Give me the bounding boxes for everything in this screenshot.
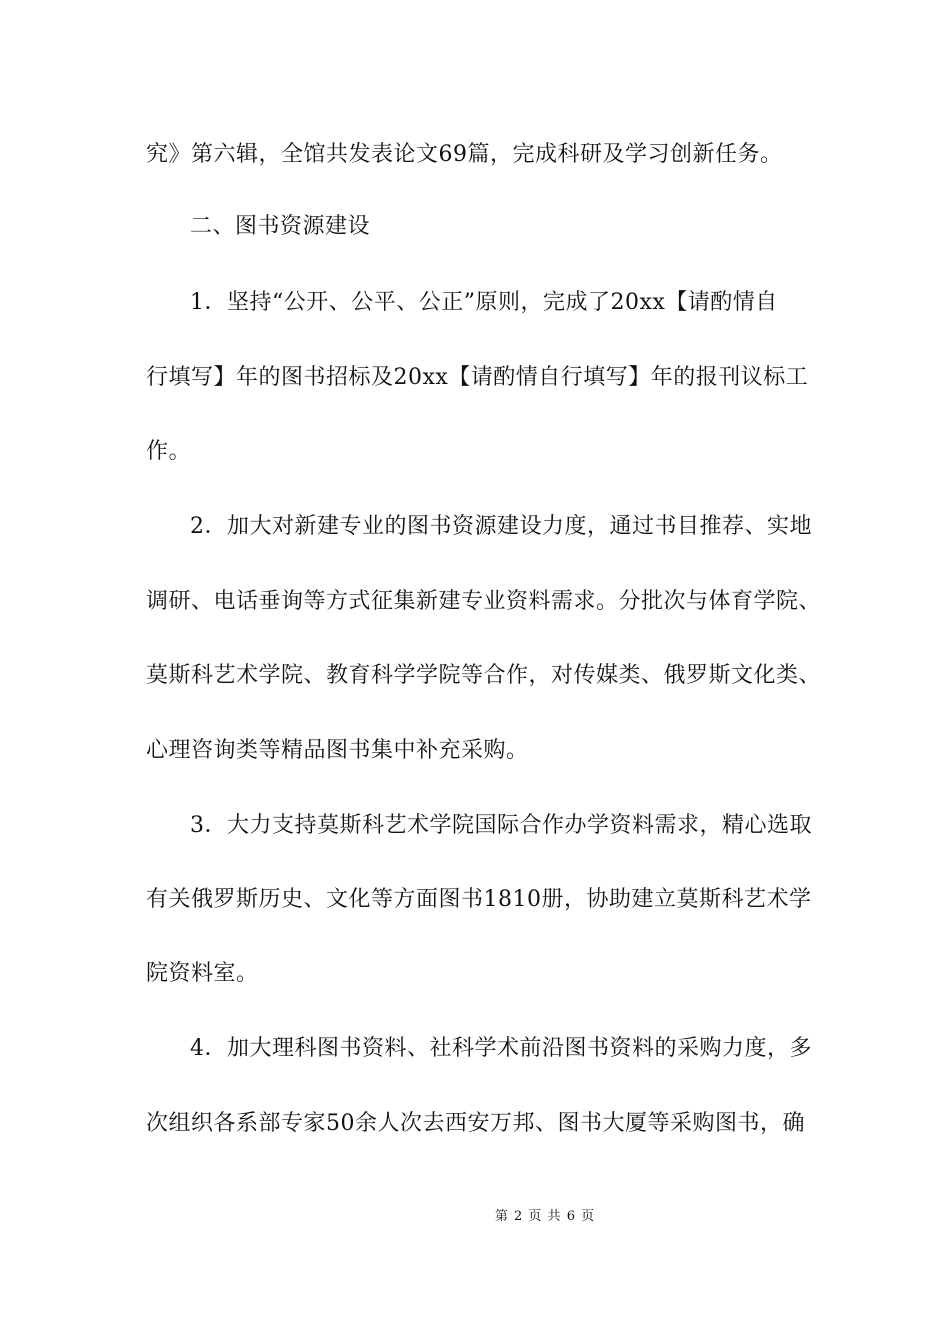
- text-line: 作。: [146, 439, 192, 464]
- text-line: 莫斯科艺术学院、教育科学学院等合作，对传媒类、俄罗斯文化类、: [146, 663, 822, 688]
- text-line: 3．大力支持莫斯科艺术学院国际合作办学资料需求，精心选取: [190, 813, 812, 838]
- text-line: 院资料室。: [146, 961, 259, 986]
- page-number-footer: 第 2 页 共 6 页: [494, 1209, 596, 1224]
- text-line: 行填写】年的图书招标及20xx【请酌情自行填写】年的报刊议标工: [146, 365, 809, 390]
- text-line: 究》第六辑，全馆共发表论文69篇，完成科研及学习创新任务。: [146, 142, 783, 167]
- text-line: 次组织各系部专家50余人次去西安万邦、图书大厦等采购图书，确: [146, 1111, 805, 1136]
- text-line: 心理咨询类等精品图书集中补充采购。: [146, 738, 529, 763]
- text-line: 4．加大理科图书资料、社科学术前沿图书资料的采购力度，多: [190, 1036, 812, 1061]
- text-line: 1．坚持“公开、公平、公正”原则，完成了20xx【请酌情自: [190, 290, 778, 315]
- section-heading: 二、图书资源建设: [190, 214, 371, 239]
- text-line: 调研、电话垂询等方式征集新建专业资料需求。分批次与体育学院、: [146, 589, 822, 614]
- text-line: 有关俄罗斯历史、文化等方面图书1810册，协助建立莫斯科艺术学: [146, 887, 812, 912]
- text-line: 2．加大对新建专业的图书资源建设力度，通过书目推荐、实地: [190, 514, 812, 539]
